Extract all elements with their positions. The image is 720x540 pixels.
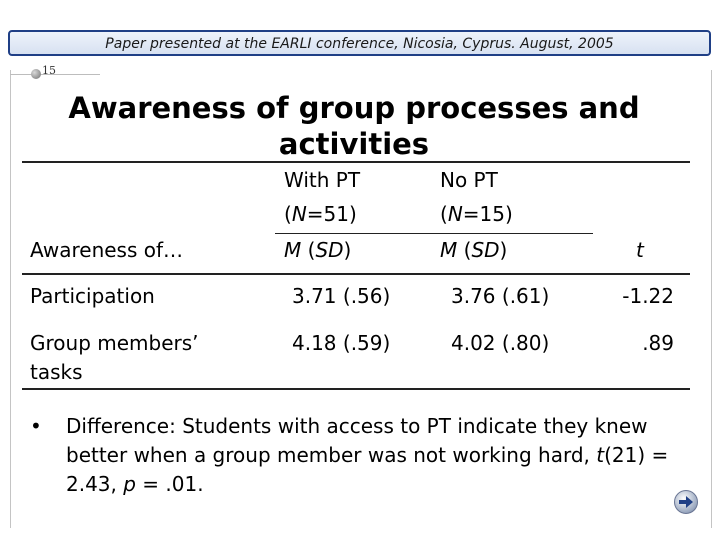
header-with-pt-msd: M (SD) — [284, 238, 352, 262]
row-t-value: -1.22 — [622, 284, 674, 308]
header-no-pt-n: (N=15) — [440, 202, 513, 226]
row-t-value: .89 — [642, 331, 674, 355]
row-label-group-members-line2: tasks — [30, 360, 83, 384]
row-with-pt-value: 3.71 (.56) — [292, 284, 391, 308]
slide-number: 15 — [42, 64, 56, 77]
header-with-pt: With PT — [284, 168, 361, 192]
row-no-pt-value: 3.76 (.61) — [451, 284, 550, 308]
slide-bullet-icon — [31, 69, 41, 79]
header-row-label: Awareness of… — [30, 238, 184, 262]
bullet-text: Difference: Students with access to PT indicate they knew better when a group member was not working hard, t(21) = 2.43, p = .01. — [66, 414, 669, 496]
header-group-rule — [275, 233, 593, 234]
row-with-pt-value: 4.18 (.59) — [292, 331, 391, 355]
header-with-pt-n: (N=51) — [284, 202, 357, 226]
conference-banner — [8, 30, 711, 56]
header-t: t — [636, 238, 644, 262]
row-label-group-members: Group members’ — [30, 331, 199, 355]
row-label-participation: Participation — [30, 284, 155, 308]
bullet-symbol: • — [30, 414, 42, 438]
table-top-rule — [22, 161, 690, 163]
table-bottom-rule — [22, 388, 690, 390]
header-bottom-rule — [22, 273, 690, 275]
slide-title: Awareness of group processes and activities — [68, 91, 640, 161]
next-arrow-icon — [678, 495, 694, 509]
header-no-pt-msd: M (SD) — [440, 238, 508, 262]
row-no-pt-value: 4.02 (.80) — [451, 331, 550, 355]
header-no-pt: No PT — [440, 168, 498, 192]
banner-text: Paper presented at the EARLI conference, Nicosia, Cyprus. August, 2005 — [105, 36, 614, 52]
next-slide-button[interactable] — [674, 490, 698, 514]
